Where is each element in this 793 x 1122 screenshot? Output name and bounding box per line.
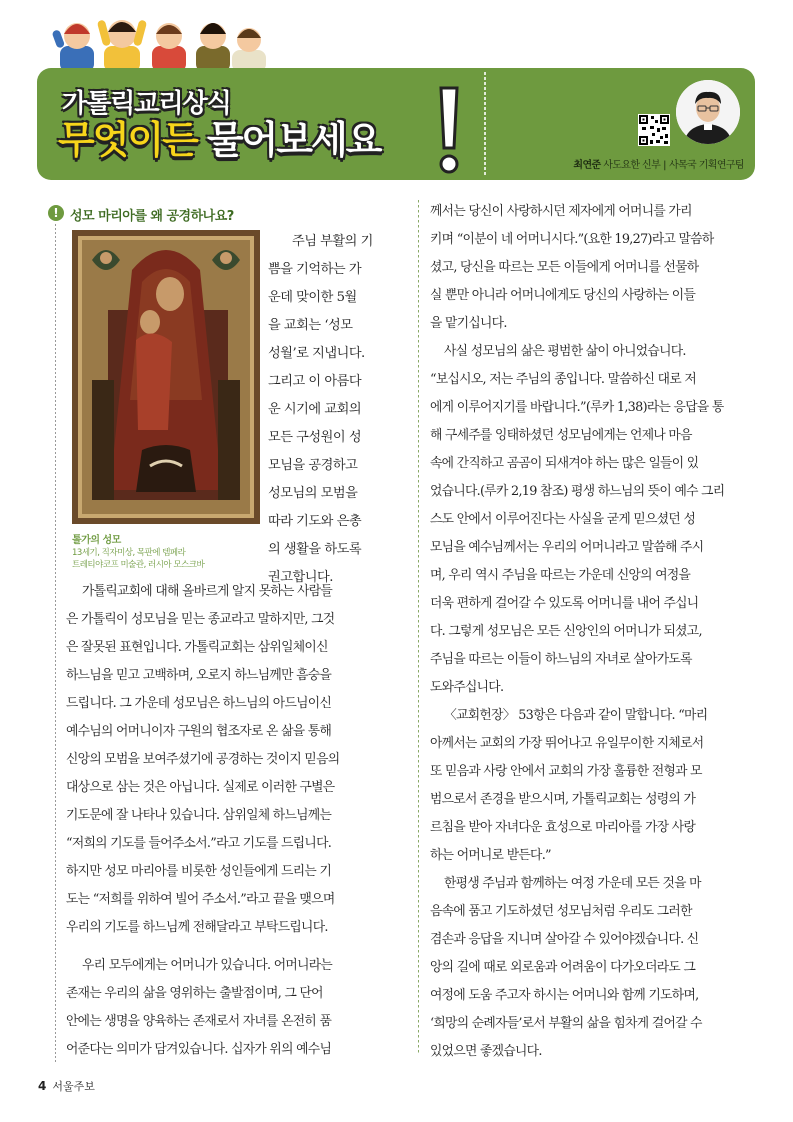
text-line: 을 맡기십니다. bbox=[430, 316, 507, 331]
text-line: 었습니다.(루카 2,19 참조) 평생 하느님의 뜻이 예수 그리 bbox=[430, 484, 725, 499]
page-footer bbox=[38, 1078, 95, 1094]
text-line: 대상으로 삼는 것은 아닙니다. 실제로 이러한 구별은 bbox=[66, 780, 335, 795]
text-line: 모든 구성원이 성 bbox=[268, 430, 362, 445]
question-heading: 성모 마리아를 왜 공경하나요? bbox=[70, 209, 234, 224]
text-line: 주님 부활의 기 bbox=[292, 234, 373, 249]
text-line: 겸손과 응답을 지니며 살아갈 수 있어야겠습니다. 신 bbox=[430, 932, 699, 947]
text-line: 우리 모두에게는 어머니가 있습니다. 어머니라는 bbox=[82, 958, 333, 973]
madonna-icon-painting bbox=[72, 230, 260, 524]
left-dotted-rule bbox=[55, 224, 56, 1064]
text-line: 또 믿음과 사랑 안에서 교회의 가장 훌륭한 전형과 모 bbox=[430, 764, 702, 779]
text-line: 쁨을 기억하는 가 bbox=[268, 262, 362, 277]
text-line: 은 잘못된 표현입니다. 가톨릭교회는 삼위일체이신 bbox=[66, 640, 328, 655]
text-line: 드립니다. 그 가운데 성모님은 하느님의 아드님이신 bbox=[66, 696, 332, 711]
text-line: 음속에 품고 기도하셨던 성모님처럼 우리도 그러한 bbox=[430, 904, 692, 919]
text-line: 하지만 성모 마리아를 비롯한 성인들에게 드리는 기 bbox=[66, 864, 332, 879]
author-role: 사도요한 신부 bbox=[603, 160, 661, 171]
left-paragraph-2 bbox=[66, 578, 339, 942]
text-line: 안에는 생명을 양육하는 존재로서 자녀를 온전히 품 bbox=[66, 1014, 332, 1029]
text-line: 가톨릭교회에 대해 올바르게 알지 못하는 사람들 bbox=[82, 584, 333, 599]
text-line: 신앙의 모범을 보여주셨기에 공경하는 것이지 믿음의 bbox=[66, 752, 340, 767]
headline-part-2: 물어보세요 bbox=[206, 118, 381, 162]
exclamation-badge-icon: ! bbox=[48, 205, 64, 221]
text-line: 의 생활을 하도록 bbox=[268, 542, 362, 557]
text-line: 셨고, 당신을 따르는 모든 이들에게 어머니를 선물하 bbox=[430, 260, 699, 275]
column-divider bbox=[418, 200, 419, 1055]
text-line: 도는 “저희를 위하여 빌어 주소서.”라고 끝을 맺으며 bbox=[66, 892, 335, 907]
text-line: 르침을 받아 자녀다운 효성으로 마리아를 가장 사랑 bbox=[430, 820, 696, 835]
text-line: 따라 기도와 은총 bbox=[268, 514, 362, 529]
text-line: 주님을 따르는 이들이 하느님의 자녀로 살아가도록 bbox=[430, 652, 692, 667]
text-line: 존재는 우리의 삶을 영위하는 출발점이며, 그 단어 bbox=[66, 986, 323, 1001]
text-line: 께서는 당신이 사랑하시던 제자에게 어머니를 가리 bbox=[430, 204, 692, 219]
right-column-text bbox=[430, 198, 724, 1066]
text-line: 우리의 기도를 하느님께 전해달라고 부탁드립니다. bbox=[66, 920, 328, 935]
text-line: 어준다는 의미가 담겨있습니다. 십자가 위의 예수님 bbox=[66, 1042, 332, 1057]
text-line: 에게 이루어지기를 바랍니다.”(루카 1,38)라는 응답을 통 bbox=[430, 400, 724, 415]
page-number: 4 bbox=[38, 1079, 47, 1093]
text-line: 하느님을 믿고 고백하며, 오로지 하느님께만 흠숭을 bbox=[66, 668, 332, 683]
text-line: 도와주십니다. bbox=[430, 680, 504, 695]
text-line: 사실 성모님의 삶은 평범한 삶이 아니었습니다. bbox=[444, 344, 686, 359]
text-line: 속에 간직하고 곰곰이 되새겨야 하는 많은 일들이 있 bbox=[430, 456, 699, 471]
series-kicker: 가톨릭교리상식 bbox=[62, 89, 231, 119]
text-line: 며, 우리 역시 주님을 따르는 가운데 신앙의 여정을 bbox=[430, 568, 691, 583]
author-dept: 사목국 기획연구팀 bbox=[668, 160, 744, 171]
left-paragraph-3 bbox=[66, 952, 332, 1064]
text-line: 그리고 이 아름다 bbox=[268, 374, 362, 389]
text-line: 권고합니다. bbox=[268, 570, 333, 585]
text-line: 은 가톨릭이 성모님을 믿는 종교라고 말하지만, 그것 bbox=[66, 612, 335, 627]
text-line: 운데 맞이한 5월 bbox=[268, 290, 357, 305]
exclamation-icon bbox=[436, 86, 462, 176]
qr-code-icon bbox=[638, 114, 670, 146]
text-line: 해 구세주를 잉태하셨던 성모님에게는 언제나 마음 bbox=[430, 428, 692, 443]
text-line: 성모님의 모범을 bbox=[268, 486, 358, 501]
text-line: 있었으면 좋겠습니다. bbox=[430, 1044, 542, 1059]
series-headline bbox=[58, 116, 380, 164]
text-line: 기도문에 잘 나타나 있습니다. 삼위일체 하느님께는 bbox=[66, 808, 332, 823]
text-line: 모님을 공경하고 bbox=[268, 458, 358, 473]
text-line: 예수님의 어머니이자 구원의 협조자로 온 삶을 통해 bbox=[66, 724, 332, 739]
text-line: 여정에 도움 주고자 하시는 어머니와 함께 기도하며, bbox=[430, 988, 699, 1003]
text-line: 한평생 주님과 함께하는 여정 가운데 모든 것을 마 bbox=[444, 876, 701, 891]
text-line: 아께서는 교회의 가장 뛰어나고 유일무이한 지체로서 bbox=[430, 736, 704, 751]
banner-divider bbox=[484, 72, 486, 176]
text-line: 다. 그렇게 성모님은 모든 신앙인의 어머니가 되셨고, bbox=[430, 624, 702, 639]
caption-title: 톨가의 성모 bbox=[72, 535, 121, 546]
text-line: 범으로서 존경을 받으시며, 가톨릭교회는 성령의 가 bbox=[430, 792, 696, 807]
text-line: 실 뿐만 아니라 어머니에게도 당신의 사랑하는 이들 bbox=[430, 288, 696, 303]
caption-line-2: 트레티야코프 미술관, 러시아 모스크바 bbox=[72, 560, 205, 570]
text-line: 〈교회헌장〉 53항은 다음과 같이 말합니다. “마리 bbox=[444, 708, 708, 723]
caption-line-1: 13세기, 직자미상, 목판에 템페라 bbox=[72, 548, 186, 558]
text-line: 스도 안에서 이루어진다는 사실을 굳게 믿으셨던 성 bbox=[430, 512, 696, 527]
publication-name: 서울주보 bbox=[52, 1080, 95, 1093]
text-line: 더욱 편하게 걸어갈 수 있도록 어머니를 내어 주십니 bbox=[430, 596, 699, 611]
author-portrait bbox=[676, 80, 740, 144]
author-credit: 최연준 사도요한 신부 | 사목국 기획연구팀 bbox=[573, 160, 744, 171]
headline-part-1: 무엇이든 bbox=[58, 118, 197, 162]
text-line: “보십시오, 저는 주님의 종입니다. 말씀하신 대로 저 bbox=[430, 372, 697, 387]
text-line: “저희의 기도를 들어주소서.”라고 기도를 드립니다. bbox=[66, 836, 332, 851]
left-intro-paragraph bbox=[268, 228, 373, 592]
cartoon-children-illustration bbox=[52, 6, 272, 72]
text-line: 을 교회는 ‘성모 bbox=[268, 318, 353, 333]
text-line: ‘희망의 순례자들’로서 부활의 삶을 힘차게 걸어갈 수 bbox=[430, 1016, 702, 1031]
author-name: 최연준 bbox=[573, 160, 601, 171]
text-line: 모님을 예수님께서는 우리의 어머니라고 말씀해 주시 bbox=[430, 540, 704, 555]
text-line: 앙의 길에 때로 외로움과 어려움이 다가오더라도 그 bbox=[430, 960, 696, 975]
text-line: 키며 “이분이 네 어머니시다.”(요한 19,27)라고 말씀하 bbox=[430, 232, 714, 247]
text-line: 운 시기에 교회의 bbox=[268, 402, 362, 417]
text-line: 하는 어머니로 받든다.” bbox=[430, 848, 551, 863]
text-line: 성월’로 지냅니다. bbox=[268, 346, 365, 361]
